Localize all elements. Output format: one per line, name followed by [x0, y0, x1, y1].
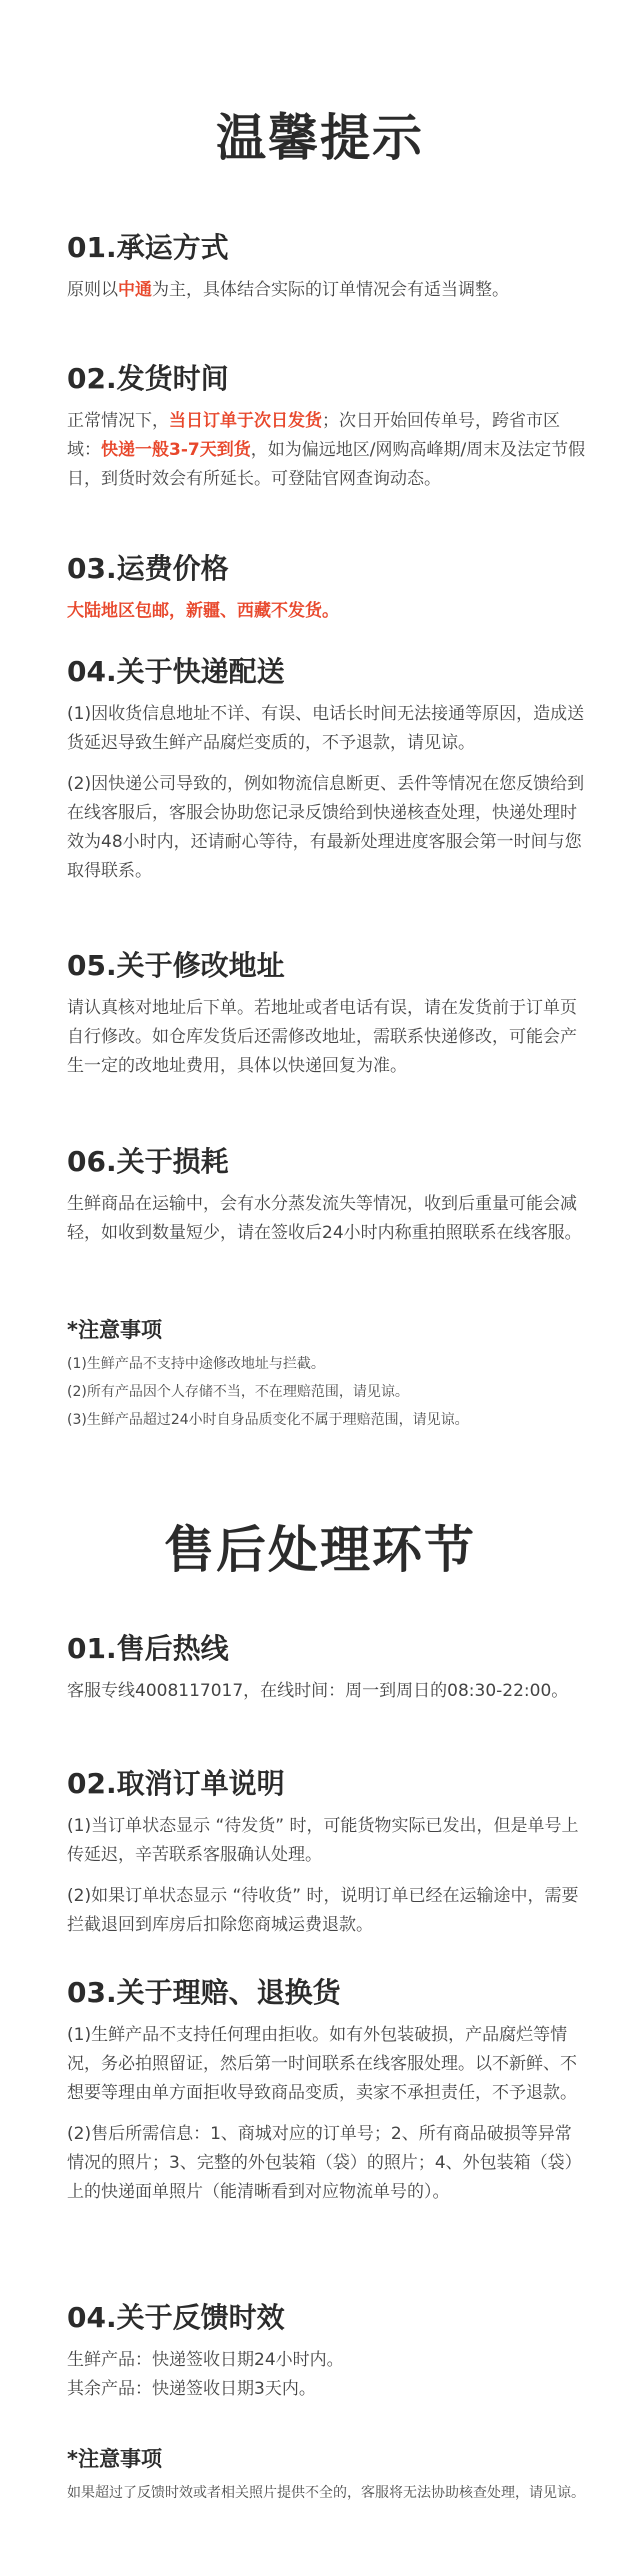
note-item: (2)所有产品因个人存储不当，不在理赔范围，请见谅。 [67, 1384, 409, 1400]
section-heading: 04.关于快递配送 [67, 655, 285, 688]
section-heading: 05.关于修改地址 [67, 949, 285, 982]
section-text: 生鲜商品在运输中，会有水分蒸发流失等情况，收到后重量可能会减轻，如收到数量短少，请在签收后24小时内称重拍照联系在线客服。 [67, 1194, 582, 1244]
section-address-change [67, 950, 587, 1093]
section-delivery [67, 656, 587, 898]
section-cancel-order [67, 1768, 587, 1952]
section-text: (2)如果订单状态显示 “待收货” 时，说明订单已经在运输途中，需要拦截退回到库房后扣除您商城运费退款。 [67, 1886, 579, 1936]
section-heading: 01.承运方式 [67, 231, 229, 264]
section-heading: 02.取消订单说明 [67, 1767, 285, 1800]
note-item: 如果超过了反馈时效或者相关照片提供不全的，客服将无法协助核查处理，请见谅。 [67, 2485, 585, 2501]
tips-notes [67, 1314, 587, 1434]
section-hotline [67, 1633, 587, 1718]
section-heading: 06.关于损耗 [67, 1145, 229, 1178]
section-text [67, 597, 587, 626]
section-heading: 03.运费价格 [67, 552, 229, 585]
section-loss [67, 1146, 587, 1260]
highlight-text: 快递一般3-7天到货 [101, 440, 251, 461]
section-text: (2)售后所需信息：1、商城对应的订单号；2、所有商品破损等异常情况的照片；3、完整的外包装箱（袋）的照片；4、外包装箱（袋）上的快递面单照片（能清晰看到对应物流单号的）。 [67, 2124, 582, 2203]
aftersale-notes [67, 2443, 587, 2507]
notes-heading: *注意事项 [67, 1318, 162, 1342]
section-shipping-method [67, 232, 587, 317]
section-text: 正常情况下，当日订单于次日发货；次日开始回传单号，跨省市区域：快递一般3-7天到货，如为偏远地区/网购高峰期/周末及法定节假日，到货时效会有所延长。可登陆官网查询动态。 [67, 411, 586, 490]
section-heading: 02.发货时间 [67, 362, 229, 395]
section-shipping-fee [67, 553, 587, 638]
section-feedback-time [67, 2302, 587, 2404]
tips-title: 温馨提示 [216, 109, 424, 167]
section-text: (1)生鲜产品不支持任何理由拒收。如有外包装破损，产品腐烂等情况，务必拍照留证，然后第一时间联系在线客服处理。以不新鲜、不想要等理由单方面拒收导致商品变质，卖家不承担责任，不予退款。 [67, 2025, 577, 2104]
highlight-text: 大陆地区包邮，新疆、西藏不发货。 [67, 601, 339, 622]
section-text: (1)当订单状态显示 “待发货” 时，可能货物实际已发出，但是单号上传延迟，辛苦联系客服确认处理。 [67, 1816, 579, 1866]
notes-heading: *注意事项 [67, 2447, 162, 2471]
section-heading: 01.售后热线 [67, 1632, 229, 1665]
section-heading: 03.关于理赔、退换货 [67, 1976, 341, 2009]
section-text: 其余产品：快递签收日期3天内。 [67, 2379, 316, 2400]
section-text: (1)因收货信息地址不详、有误、电话长时间无法接通等原因，造成送货延迟导致生鲜产品腐烂变质的，不予退款，请见谅。 [67, 704, 585, 754]
note-item: (1)生鲜产品不支持中途修改地址与拦截。 [67, 1356, 325, 1372]
section-delivery-time [67, 363, 587, 506]
section-text: 生鲜产品：快递签收日期24小时内。 [67, 2350, 344, 2371]
section-claims-returns [67, 1977, 587, 2219]
section-text: 客服专线4008117017，在线时间：周一到周日的08:30-22:00。 [67, 1681, 569, 1702]
section-text: (2)因快递公司导致的，例如物流信息断更、丢件等情况在您反馈给到在线客服后，客服会协助您记录反馈给到快递核查处理，快递处理时效为48小时内，还请耐心等待，有最新处理进度客服会第一时间与您取得联系。 [67, 774, 585, 882]
highlight-text: 当日订单于次日发货 [169, 411, 322, 432]
highlight-text: 中通 [118, 280, 152, 301]
section-text: 原则以中通为主，具体结合实际的订单情况会有适当调整。 [67, 280, 509, 301]
aftersale-title: 售后处理环节 [164, 1521, 476, 1579]
section-text: 请认真核对地址后下单。若地址或者电话有误，请在发货前于订单页自行修改。如仓库发货后还需修改地址，需联系快递修改，可能会产生一定的改地址费用，具体以快递回复为准。 [67, 998, 577, 1077]
section-heading: 04.关于反馈时效 [67, 2301, 285, 2334]
note-item: (3)生鲜产品超过24小时自身品质变化不属于理赔范围，请见谅。 [67, 1412, 469, 1428]
